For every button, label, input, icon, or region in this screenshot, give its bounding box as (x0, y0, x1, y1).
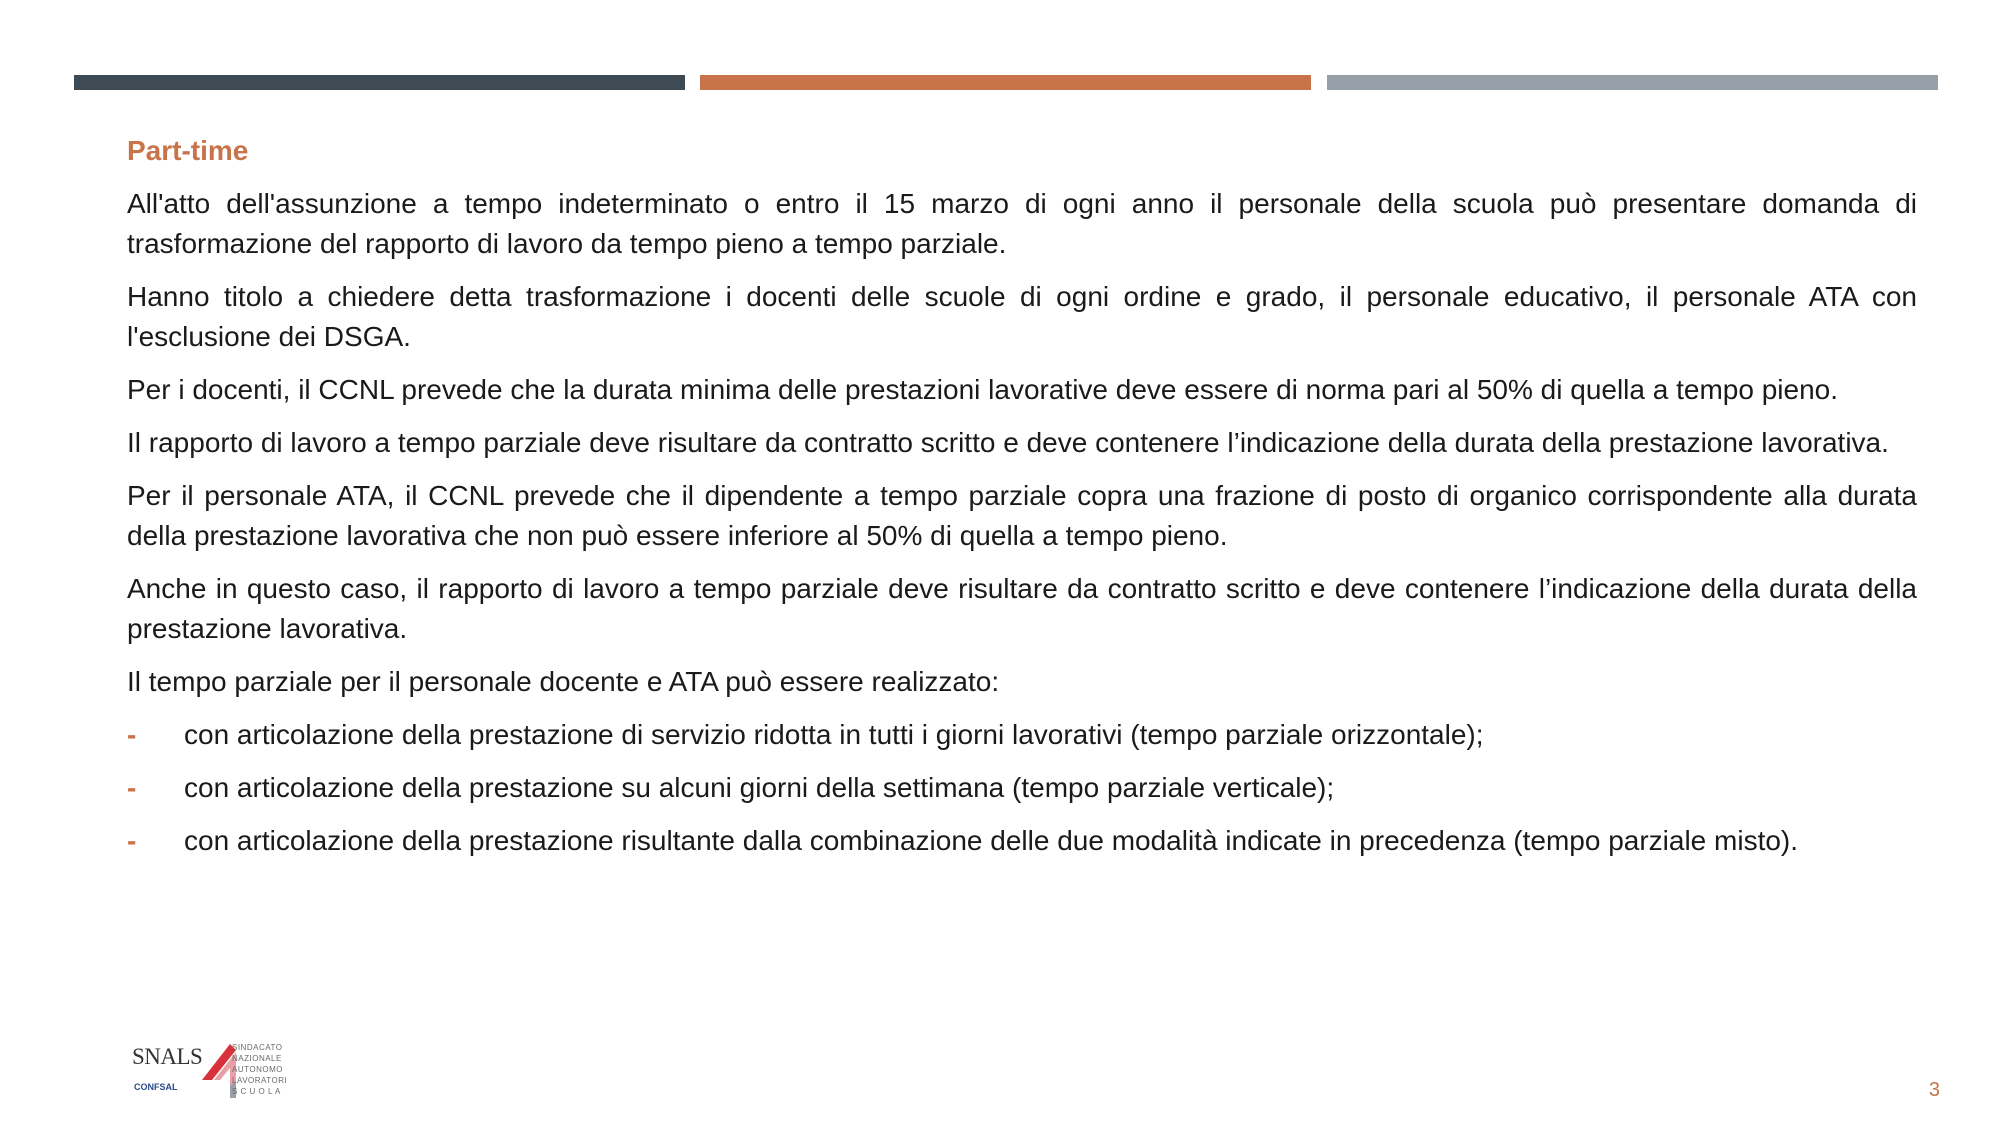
slide-content (127, 128, 1917, 874)
bullet-item (127, 821, 1917, 861)
paragraph: Anche in questo caso, il rapporto di lavoro a tempo parziale deve risultare da contratto scritto e deve contenere l’indicazione della durata della prestazione lavorativa. (127, 573, 1917, 644)
header-bar-dark (74, 75, 685, 90)
bullet-dash-icon: - (127, 719, 137, 750)
bullet-text: con articolazione della prestazione risultante dalla combinazione delle due modalità indicate in precedenza (tempo parziale misto). (184, 825, 1799, 856)
logo-name: SNALS (132, 1044, 203, 1069)
paragraph: Il rapporto di lavoro a tempo parziale deve risultare da contratto scritto e deve contenere l’indicazione della durata della prestazione lavorativa. (127, 427, 1889, 458)
logo-confederation: CONFSAL (134, 1082, 178, 1092)
page-number: 3 (1928, 1079, 1940, 1101)
header-decoration-bars (74, 75, 1938, 90)
bullet-text: con articolazione della prestazione su alcuni giorni della settimana (tempo parziale verticale); (184, 772, 1335, 803)
bullet-item (127, 768, 1917, 808)
paragraph: Per il personale ATA, il CCNL prevede che il dipendente a tempo parziale copra una frazione di posto di organico corrispondente alla durata della prestazione lavorativa che non può essere inferiore al 50% di quella a tempo pieno. (127, 480, 1917, 551)
paragraph: Hanno titolo a chiedere detta trasformazione i docenti delle scuole di ogni ordine e grado, il personale educativo, il personale ATA con l'esclusione dei DSGA. (127, 281, 1917, 352)
bullet-text: con articolazione della prestazione di servizio ridotta in tutti i giorni lavorativi (tempo parziale orizzontale); (184, 719, 1484, 750)
paragraph: Per i docenti, il CCNL prevede che la durata minima delle prestazioni lavorative deve essere di norma pari al 50% di quella a tempo pieno. (127, 374, 1838, 405)
header-bar-gray (1327, 75, 1938, 90)
header-bar-orange (700, 75, 1311, 90)
bullet-dash-icon: - (127, 825, 137, 856)
paragraph: All'atto dell'assunzione a tempo indeterminato o entro il 15 marzo di ogni anno il personale della scuola può presentare domanda di trasformazione del rapporto di lavoro da tempo pieno a tempo parziale. (127, 188, 1917, 259)
slide-title: Part-time (127, 135, 249, 166)
bullet-item (127, 715, 1917, 755)
bullet-dash-icon: - (127, 772, 137, 803)
logo-wordmark: SINDACATO NAZIONALE AUTONOMO LAVORATORI S C U O L A (232, 1043, 288, 1096)
paragraph: Il tempo parziale per il personale docente e ATA può essere realizzato: (127, 666, 1000, 697)
snals-logo (128, 1040, 294, 1100)
